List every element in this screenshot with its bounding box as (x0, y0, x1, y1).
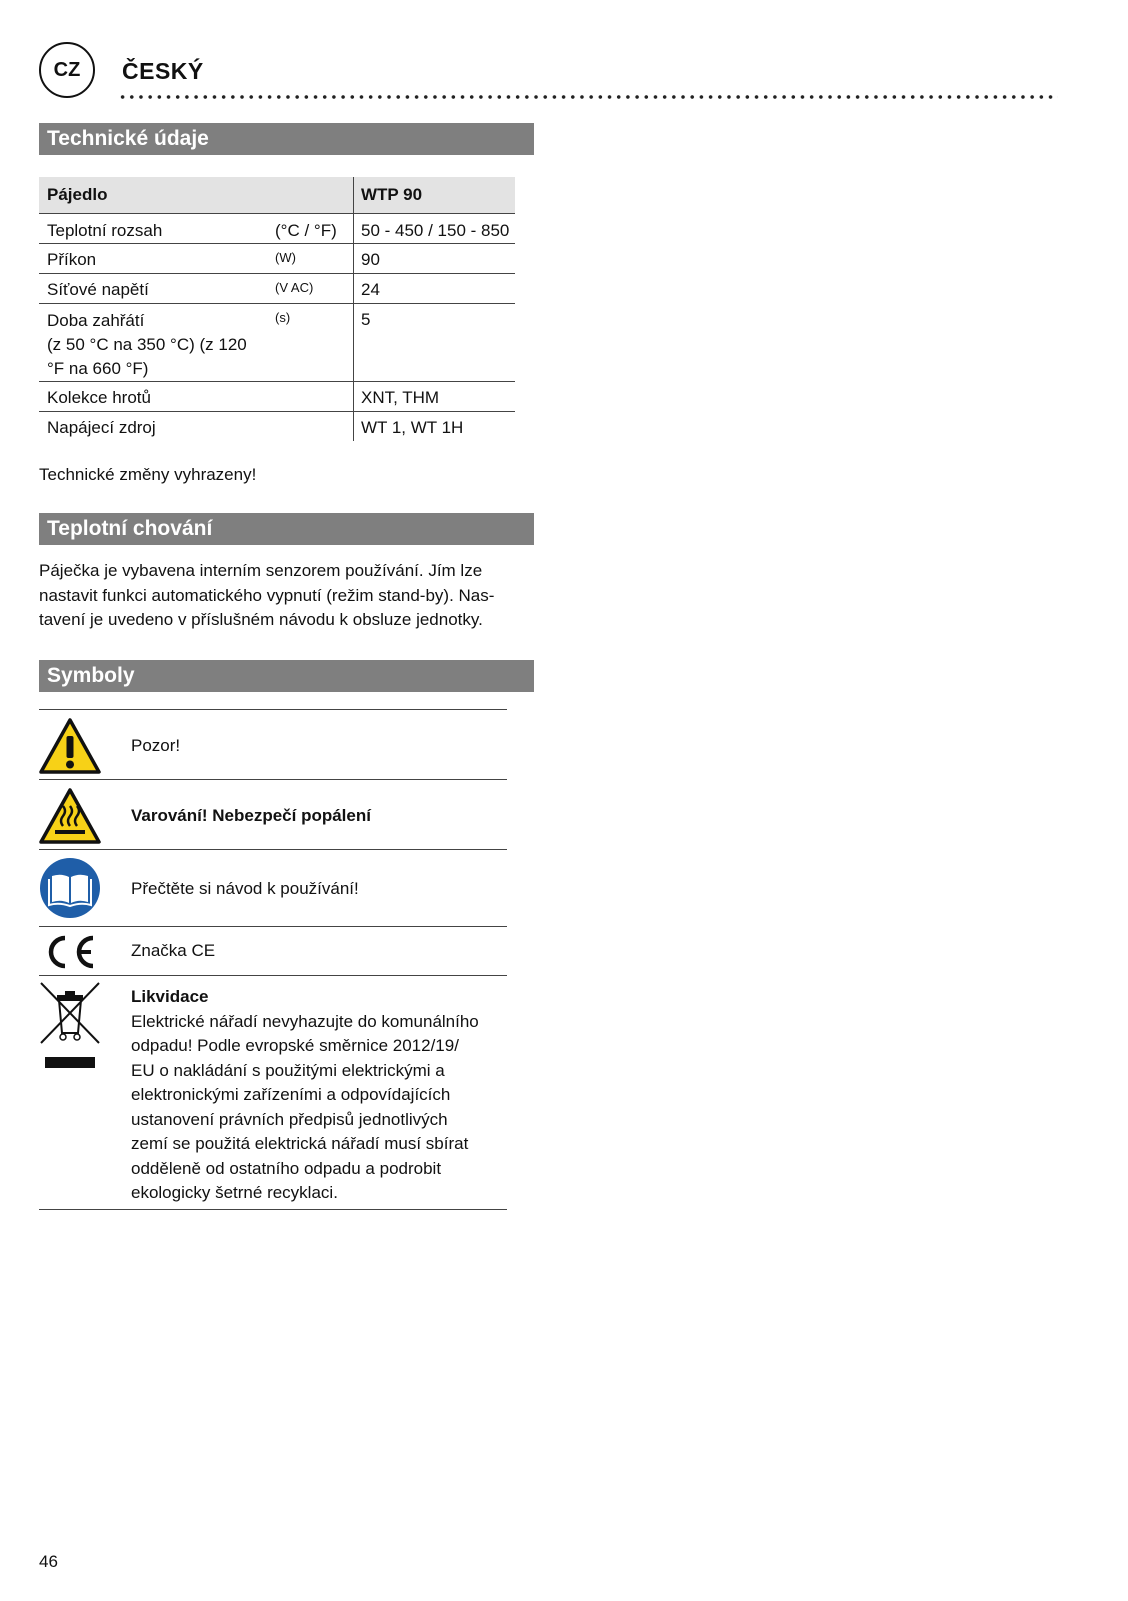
disposal-title: Likvidace (131, 987, 209, 1006)
spec-label-line: °F na 660 °F) (47, 359, 149, 378)
spec-table (39, 177, 515, 441)
text-line: Elektrické nářadí nevyhazujte do komunálního (131, 1011, 479, 1031)
spec-label-line: Doba zahřátí (47, 311, 145, 330)
spec-row (39, 244, 515, 274)
spec-value: 5 (361, 310, 371, 329)
symbol-text: Značka CE (131, 941, 216, 960)
spec-label: Napájecí zdroj (47, 418, 156, 437)
spec-label: Kolekce hrotů (47, 388, 151, 407)
section-tech-heading: Technické údaje (39, 123, 534, 155)
spec-row (39, 214, 515, 244)
text-line: ekologicky šetrné recyklaci. (131, 1183, 338, 1202)
dotted-divider (118, 94, 1058, 100)
disposal-block (131, 985, 506, 1206)
page-number: 46 (39, 1552, 58, 1571)
ce-mark-icon (39, 934, 99, 970)
symbol-text: Pozor! (131, 736, 181, 755)
text-line: EU o nakládání s použitými elektrickými a (131, 1060, 445, 1080)
spec-row (39, 274, 515, 304)
symbol-text: Varování! Nebezpečí popálení (131, 806, 371, 825)
thermal-paragraph (39, 559, 494, 633)
spec-value: 24 (361, 280, 380, 299)
spec-unit: (V AC) (275, 280, 314, 295)
hot-surface-icon (39, 788, 101, 844)
spec-row (39, 412, 515, 441)
text-line: odpadu! Podle evropské směrnice 2012/19/ (131, 1036, 459, 1055)
text-line: Páječka je vybavena interním senzorem používání. Jím lze (39, 561, 483, 580)
text-line: ustanovení právních předpisů jednotlivých (131, 1109, 448, 1129)
spec-label (47, 309, 247, 381)
section-thermal-heading: Teplotní chování (39, 513, 534, 545)
spec-unit: (°C / °F) (275, 221, 337, 240)
spec-header-model: WTP 90 (361, 185, 423, 204)
read-manual-icon (39, 857, 101, 919)
spec-label: Příkon (47, 250, 97, 269)
language-badge (39, 42, 95, 98)
spec-row (39, 382, 515, 412)
text-line: zemí se použitá elektrická nářadí musí sbírat (131, 1134, 469, 1153)
weee-bin-icon (39, 981, 101, 1071)
text-line: elektronickými zařízeními a odpovídajících (131, 1085, 451, 1104)
tech-note: Technické změny vyhrazeny! (39, 465, 257, 484)
section-symbols-heading: Symboly (39, 660, 534, 692)
spec-value: XNT, THM (361, 388, 440, 407)
spec-value: 90 (361, 250, 380, 269)
spec-label: Síťové napětí (47, 280, 149, 299)
language-title: ČESKÝ (122, 58, 204, 84)
symbol-text: Přečtěte si návod k používání! (131, 879, 359, 898)
text-line: nastavit funkci automatického vypnutí (režim stand-by). Nas- (39, 585, 495, 605)
spec-row (39, 304, 515, 382)
spec-label: Teplotní rozsah (47, 221, 163, 240)
language-code: CZ (53, 58, 81, 81)
spec-unit: (s) (275, 310, 291, 325)
spec-value: WT 1, WT 1H (361, 418, 464, 437)
warning-triangle-icon (39, 718, 101, 774)
spec-value: 50 - 450 / 150 - 850 (361, 221, 510, 240)
text-line: odděleně od ostatního odpadu a podrobit (131, 1158, 442, 1178)
spec-table-header (39, 177, 515, 214)
spec-label-line: (z 50 °C na 350 °C) (z 120 (47, 335, 247, 354)
spec-header-label: Pájedlo (47, 185, 108, 204)
spec-unit: (W) (275, 250, 296, 265)
text-line: tavení je uvedeno v příslušném návodu k obsluze jednotky. (39, 610, 483, 629)
